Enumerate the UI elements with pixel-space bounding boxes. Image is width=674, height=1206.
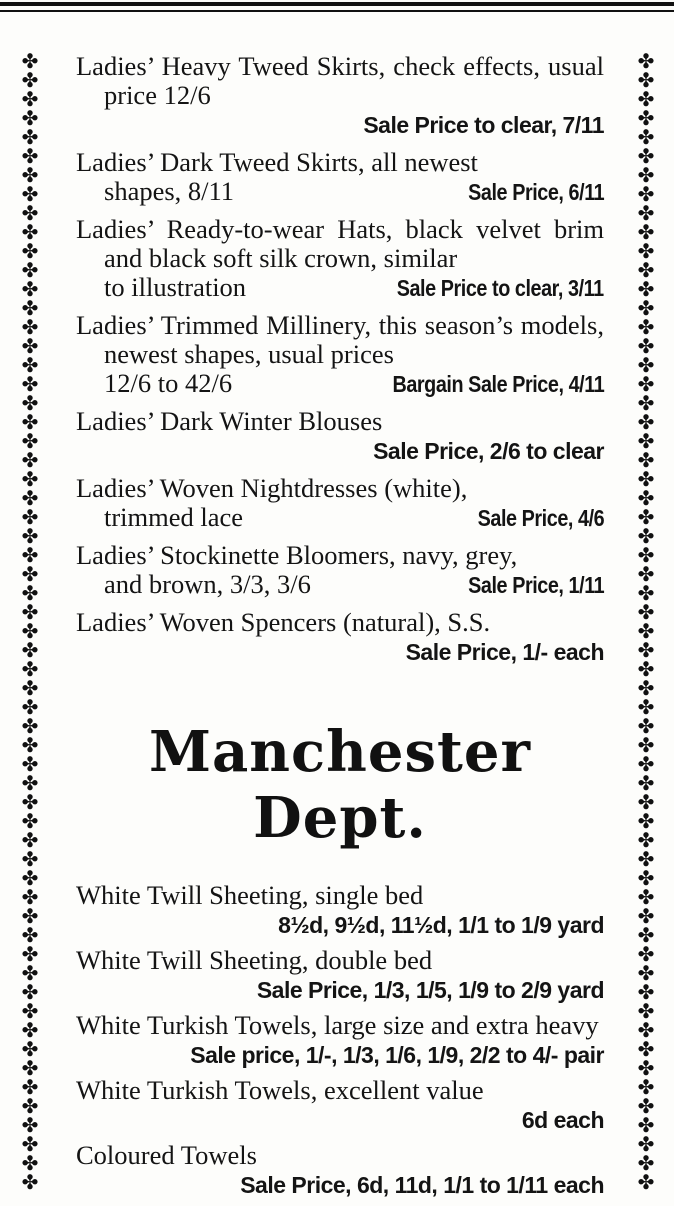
ornament-icon: ✤	[637, 942, 655, 966]
manchester-section	[76, 881, 604, 1200]
ornament-icon: ✤	[637, 277, 655, 301]
ornament-icon: ✤	[637, 87, 655, 111]
list-item	[76, 215, 604, 303]
ornament-icon: ✤	[637, 1132, 655, 1156]
ornament-icon: ✤	[637, 315, 655, 339]
ornament-icon: ✤	[637, 638, 655, 662]
ornament-icon: ✤	[637, 714, 655, 738]
ornament-icon: ✤	[21, 847, 39, 871]
ornament-icon: ✤	[637, 1056, 655, 1080]
item-description: White Twill Sheeting, single bed	[76, 880, 424, 910]
item-description: White Turkish Towels, large size and extra heavy	[76, 1010, 599, 1040]
ornament-icon: ✤	[21, 182, 39, 206]
ornament-icon: ✤	[637, 581, 655, 605]
ornament-icon: ✤	[21, 391, 39, 415]
ornament-icon: ✤	[21, 486, 39, 510]
item-description: White Twill Sheeting, double bed	[76, 945, 433, 975]
list-item	[76, 407, 604, 466]
list-item	[76, 474, 604, 533]
ornament-icon: ✤	[637, 163, 655, 187]
ornament-icon: ✤	[21, 961, 39, 985]
ornament-icon: ✤	[637, 429, 655, 453]
ornament-icon: ✤	[21, 657, 39, 681]
ornament-icon: ✤	[21, 220, 39, 244]
ornament-icon: ✤	[637, 486, 655, 510]
item-description: Ladies’ Stockinette Bloomers, navy, grey,	[76, 540, 518, 570]
ornament-icon: ✤	[21, 144, 39, 168]
item-description-tail: 12/6 to 42/6	[104, 368, 233, 398]
ornament-icon: ✤	[21, 315, 39, 339]
item-description-tail: and brown, 3/3, 3/6	[104, 569, 311, 599]
item-price: Sale Price, 4/6	[477, 505, 604, 531]
item-description: Ladies’ Woven Nightdresses (white),	[76, 473, 468, 503]
ornament-icon: ✤	[21, 258, 39, 282]
right-ornament-border	[634, 49, 658, 1194]
ornament-icon: ✤	[637, 657, 655, 681]
list-item	[76, 1011, 604, 1070]
ornament-icon: ✤	[21, 334, 39, 358]
item-price: Bargain Sale Price, 4/11	[392, 371, 604, 397]
ornament-icon: ✤	[21, 600, 39, 624]
ornament-icon: ✤	[637, 524, 655, 548]
item-description: Coloured Towels	[76, 1140, 257, 1170]
list-item	[76, 1141, 604, 1200]
ornament-icon: ✤	[637, 296, 655, 320]
ornament-icon: ✤	[21, 619, 39, 643]
ornament-icon: ✤	[21, 125, 39, 149]
ornament-icon: ✤	[637, 923, 655, 947]
item-price: Sale Price to clear, 3/11	[397, 275, 604, 301]
ornament-icon: ✤	[637, 372, 655, 396]
ornament-icon: ✤	[637, 980, 655, 1004]
ornament-icon: ✤	[21, 1132, 39, 1156]
top-rule-thin	[0, 10, 674, 12]
ornament-icon: ✤	[21, 999, 39, 1023]
ornament-icon: ✤	[21, 1075, 39, 1099]
item-price: Sale Price, 6/11	[467, 179, 604, 205]
item-description: Ladies’ Dark Tweed Skirts, all newest	[76, 147, 478, 177]
ornament-icon: ✤	[21, 809, 39, 833]
left-ornament-border	[18, 49, 42, 1194]
ornament-icon: ✤	[637, 334, 655, 358]
ornament-icon: ✤	[21, 752, 39, 776]
item-description: White Turkish Towels, excellent value	[76, 1075, 484, 1105]
ornament-icon: ✤	[637, 467, 655, 491]
item-price: Sale Price, 1/- each	[405, 639, 604, 665]
item-price: 6d each	[521, 1107, 604, 1133]
ornament-icon: ✤	[637, 676, 655, 700]
ornament-icon: ✤	[21, 239, 39, 263]
ornament-icon: ✤	[21, 467, 39, 491]
ornament-icon: ✤	[21, 695, 39, 719]
list-item	[76, 881, 604, 940]
list-item	[76, 52, 604, 140]
item-price: Sale Price, 2/6 to clear	[373, 438, 604, 464]
ornament-icon: ✤	[637, 106, 655, 130]
ornament-icon: ✤	[21, 68, 39, 92]
ornament-icon: ✤	[21, 1151, 39, 1175]
ornament-icon: ✤	[21, 828, 39, 852]
item-price: 8½d, 9½d, 11½d, 1/1 to 1/9 yard	[278, 912, 604, 938]
ornament-icon: ✤	[21, 942, 39, 966]
ornament-icon: ✤	[637, 866, 655, 890]
ornament-icon: ✤	[21, 543, 39, 567]
item-price: Sale Price to clear, 7/11	[363, 112, 604, 138]
ornament-icon: ✤	[637, 448, 655, 472]
ornament-icon: ✤	[637, 68, 655, 92]
ornament-icon: ✤	[21, 163, 39, 187]
list-item	[76, 541, 604, 600]
ornament-icon: ✤	[21, 372, 39, 396]
ornament-icon: ✤	[637, 144, 655, 168]
ornament-icon: ✤	[21, 49, 39, 73]
ornament-icon: ✤	[21, 904, 39, 928]
ornament-icon: ✤	[637, 391, 655, 415]
ornament-icon: ✤	[21, 1094, 39, 1118]
ornament-icon: ✤	[637, 790, 655, 814]
ornament-icon: ✤	[637, 999, 655, 1023]
ornament-icon: ✤	[637, 49, 655, 73]
ornament-icon: ✤	[21, 448, 39, 472]
ornament-icon: ✤	[21, 1018, 39, 1042]
section-heading: Manchester Dept.	[149, 719, 531, 851]
ornament-icon: ✤	[21, 771, 39, 795]
ornament-icon: ✤	[21, 923, 39, 947]
ornament-icon: ✤	[637, 353, 655, 377]
ornament-icon: ✤	[21, 429, 39, 453]
ornament-icon: ✤	[637, 1018, 655, 1042]
ornament-icon: ✤	[637, 1113, 655, 1137]
ornament-icon: ✤	[21, 201, 39, 225]
list-item	[76, 148, 604, 207]
item-description: Ladies’ Heavy Tweed Skirts, check effects, usual price 12/6	[76, 51, 604, 110]
ornament-icon: ✤	[21, 353, 39, 377]
ornament-icon: ✤	[21, 1113, 39, 1137]
ornament-icon: ✤	[637, 220, 655, 244]
ornament-icon: ✤	[637, 1075, 655, 1099]
ornament-icon: ✤	[637, 239, 655, 263]
ornament-icon: ✤	[21, 638, 39, 662]
top-rule-thick	[0, 2, 674, 6]
item-price: Sale Price, 6d, 11d, 1/1 to 1/11 each	[240, 1172, 604, 1198]
ornament-icon: ✤	[637, 752, 655, 776]
ornament-icon: ✤	[637, 600, 655, 624]
ladies-section	[76, 52, 604, 667]
ornament-icon: ✤	[21, 676, 39, 700]
ornament-icon: ✤	[637, 543, 655, 567]
advertisement-column	[76, 52, 604, 1206]
ornament-icon: ✤	[637, 1094, 655, 1118]
ornament-icon: ✤	[637, 410, 655, 434]
item-description-tail: shapes, 8/11	[104, 176, 235, 206]
ornament-icon: ✤	[637, 847, 655, 871]
ornament-icon: ✤	[637, 201, 655, 225]
ornament-icon: ✤	[637, 961, 655, 985]
ornament-icon: ✤	[637, 619, 655, 643]
ornament-icon: ✤	[21, 581, 39, 605]
ornament-icon: ✤	[21, 87, 39, 111]
ornament-icon: ✤	[637, 809, 655, 833]
list-item	[76, 311, 604, 399]
item-description-tail: trimmed lace	[104, 502, 244, 532]
ornament-icon: ✤	[637, 695, 655, 719]
list-item	[76, 608, 604, 667]
ornament-icon: ✤	[21, 790, 39, 814]
ornament-icon: ✤	[637, 258, 655, 282]
item-description: Ladies’ Trimmed Millinery, this season’s models, newest shapes, usual prices	[76, 310, 604, 369]
ornament-icon: ✤	[637, 1151, 655, 1175]
ornament-icon: ✤	[21, 524, 39, 548]
ornament-icon: ✤	[21, 410, 39, 434]
ornament-icon: ✤	[637, 733, 655, 757]
item-description: Ladies’ Dark Winter Blouses	[76, 406, 383, 436]
ornament-icon: ✤	[637, 505, 655, 529]
ornament-icon: ✤	[637, 1037, 655, 1061]
ornament-icon: ✤	[637, 828, 655, 852]
ornament-icon: ✤	[21, 562, 39, 586]
ornament-icon: ✤	[21, 1056, 39, 1080]
ornament-icon: ✤	[21, 980, 39, 1004]
item-price: Sale price, 1/-, 1/3, 1/6, 1/9, 2/2 to 4/- pair	[190, 1042, 604, 1068]
ornament-icon: ✤	[21, 106, 39, 130]
ornament-icon: ✤	[21, 1037, 39, 1061]
ornament-icon: ✤	[637, 771, 655, 795]
ornament-icon: ✤	[637, 904, 655, 928]
ornament-icon: ✤	[637, 182, 655, 206]
item-description-tail: to illustration	[104, 272, 247, 302]
ornament-icon: ✤	[21, 714, 39, 738]
ornament-icon: ✤	[637, 885, 655, 909]
list-item	[76, 946, 604, 1005]
ornament-icon: ✤	[21, 1170, 39, 1194]
ornament-icon: ✤	[637, 1170, 655, 1194]
list-item	[76, 1076, 604, 1135]
ornament-icon: ✤	[21, 866, 39, 890]
ornament-icon: ✤	[21, 296, 39, 320]
ornament-icon: ✤	[21, 885, 39, 909]
item-price: Sale Price, 1/3, 1/5, 1/9 to 2/9 yard	[256, 977, 604, 1003]
item-description: Ladies’ Woven Spencers (natural), S.S.	[76, 607, 491, 637]
item-price: Sale Price, 1/11	[467, 572, 604, 598]
ornament-icon: ✤	[637, 562, 655, 586]
ornament-icon: ✤	[21, 733, 39, 757]
ornament-icon: ✤	[21, 277, 39, 301]
ornament-icon: ✤	[637, 125, 655, 149]
item-description: Ladies’ Ready-to-wear Hats, black velvet brim and black soft silk crown, similar	[76, 214, 604, 273]
ornament-icon: ✤	[21, 505, 39, 529]
